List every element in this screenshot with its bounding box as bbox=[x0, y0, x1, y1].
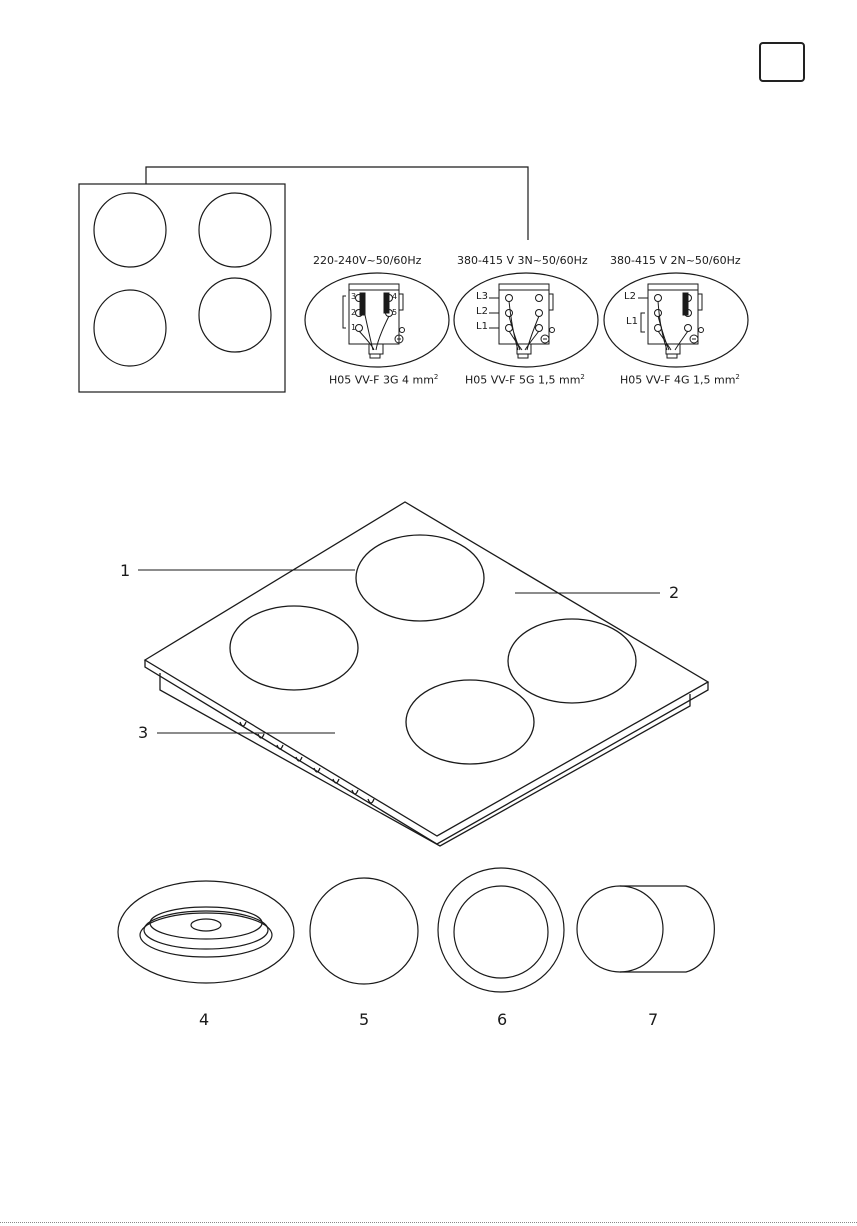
voltage-label-2: 380-415 V 3N~50/60Hz bbox=[457, 254, 588, 267]
zone-top-left bbox=[94, 193, 166, 267]
cable-label-2: H05 VV-F 5G 1,5 $mm^2$ bbox=[465, 373, 585, 387]
zone-bottom-left bbox=[94, 290, 166, 366]
accessories-row bbox=[118, 868, 714, 992]
accessory-number-7: 7 bbox=[648, 1010, 659, 1029]
accessory-number-4: 4 bbox=[199, 1010, 210, 1029]
terminal-number: 4 bbox=[392, 292, 398, 301]
terminal-number: 1 bbox=[351, 323, 357, 332]
callout-1: 1 bbox=[120, 561, 131, 580]
callout-3: 3 bbox=[138, 723, 149, 742]
cable-label-1: H05 VV-F 3G 4 $mm^2$ bbox=[329, 373, 439, 387]
page-bottom-edge bbox=[0, 1222, 857, 1223]
accessory-7-cylinder bbox=[620, 886, 714, 972]
cooking-zone-2 bbox=[230, 606, 358, 690]
phase-label-l1: L1 bbox=[476, 321, 488, 332]
cooking-zone-3 bbox=[508, 619, 636, 703]
phase-label-l3: L3 bbox=[476, 291, 488, 302]
phase-label-l2: L2 bbox=[476, 306, 488, 317]
terminal-number: 5 bbox=[392, 308, 398, 317]
zone-top-right bbox=[199, 193, 271, 267]
wiring-oval-1 bbox=[305, 273, 449, 367]
hob-top-view bbox=[79, 184, 285, 392]
callout-2: 2 bbox=[669, 583, 680, 602]
wiring-oval-2 bbox=[454, 273, 598, 367]
accessory-number-6: 6 bbox=[497, 1010, 508, 1029]
accessory-number-5: 5 bbox=[359, 1010, 370, 1029]
phase-label-l1-b: L1 bbox=[626, 316, 638, 327]
connector-leader bbox=[146, 167, 528, 240]
terminal-number: 3 bbox=[351, 292, 357, 301]
zone-bottom-right bbox=[199, 278, 271, 352]
voltage-label-1: 220-240V~50/60Hz bbox=[313, 254, 422, 267]
terminal-number: 2 bbox=[351, 308, 357, 317]
phase-label-l2-b: L2 bbox=[624, 291, 636, 302]
cable-label-3: H05 VV-F 4G 1,5 $mm^2$ bbox=[620, 373, 740, 387]
cooking-zone-1 bbox=[356, 535, 484, 621]
voltage-label-3: 380-415 V 2N~50/60Hz bbox=[610, 254, 741, 267]
accessory-5-disc bbox=[310, 878, 418, 984]
cooking-zone-4 bbox=[406, 680, 534, 764]
hob-perspective bbox=[138, 502, 708, 846]
